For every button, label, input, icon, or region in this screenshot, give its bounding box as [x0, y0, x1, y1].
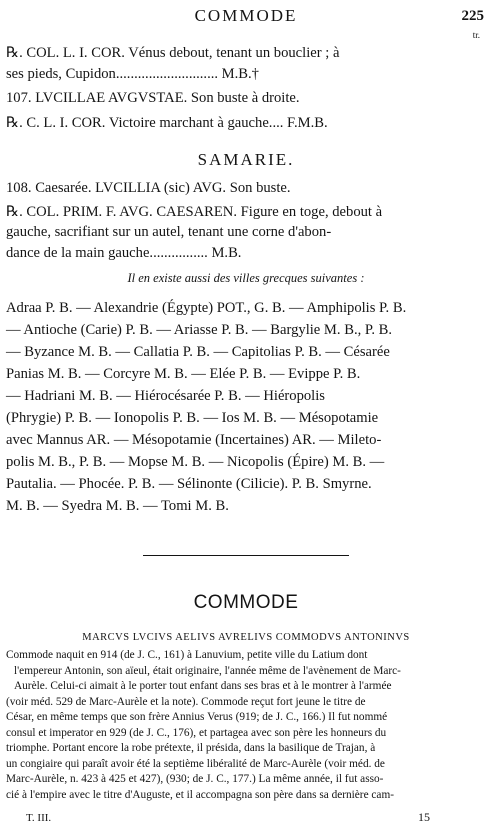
samarie-reverse-line-3: dance de la main gauche................ M.B. — [6, 245, 242, 261]
signature-number: 15 — [418, 810, 430, 824]
samarie-reverse-line-1: ℞. COL. PRIM. F. AVG. CAESAREN. Figure en toge, debout à — [6, 204, 383, 220]
city-line: — Byzance M. B. — Callatia P. B. — Capitolias P. B. — Césarée — [6, 344, 390, 360]
bio-line: (voir méd. 529 de Marc-Aurèle et la note). Commode reçut fort jeune le titre de — [6, 695, 366, 708]
bio-line: triomphe. Portant encore la robe prétexte, il présida, dans la basilique de Trajan, à — [6, 742, 376, 754]
city-line: Pautalia. — Phocée. P. B. — Sélinonte (Cilicie). P. B. Smyrne. — [6, 476, 372, 492]
section-title-samarie: SAMARIE. — [197, 150, 295, 169]
city-line: avec Mannus AR. — Mésopotamie (Incertaines) AR. — Mileto- — [6, 432, 382, 448]
city-line: Panias M. B. — Corcyre M. B. — Elée P. B. — Evippe P. B. — [6, 366, 361, 382]
city-line: — Hadriani M. B. — Hiérocésarée P. B. — Hiéropolis — [6, 388, 325, 404]
bio-line: Marc-Aurèle, n. 423 à 425 et 427), (930; de J. C., 177.) La même année, il fut asso- — [6, 773, 384, 785]
bio-line: Commode naquit en 914 (de J. C., 161) à Lanuvium, petite ville du Latium dont — [6, 649, 368, 661]
page-tr-mark: tr. — [472, 30, 480, 40]
city-line: — Antioche (Carie) P. B. — Ariasse P. B. — Bargylie M. B., P. B. — [6, 322, 393, 338]
city-line: polis M. B., P. B. — Mopse M. B. — Nicopolis (Épire) M. B. — — [6, 454, 385, 470]
chapter-title-commode: COMMODE — [193, 592, 299, 613]
entry-107: 107. LVCILLAE AVGVSTAE. Son buste à droite. — [6, 90, 300, 106]
bio-line: cié à l'empire avec le titre d'Auguste, et il accompagna son père dans sa dernière cam- — [6, 788, 394, 801]
volume-signature: T. III. — [26, 812, 52, 824]
biography-paragraph — [6, 648, 486, 803]
samarie-reverse-line-2: gauche, sacrifiant sur un autel, tenant une corne d'abon- — [6, 224, 332, 240]
city-line: M. B. — Syedra M. B. — Tomi M. B. — [6, 498, 229, 514]
bio-line: un congiaire qui paraît avoir été la septième libéralité de Marc-Aurèle (voir méd. de — [6, 757, 385, 770]
entry-108: 108. Caesarée. LVCILLIA (sic) AVG. Son buste. — [6, 180, 291, 196]
running-title: COMMODE — [194, 6, 298, 25]
reverse-2: ℞. C. L. I. COR. Victoire marchant à gauche.... F.M.B. — [6, 115, 328, 131]
page-number: 225 — [461, 8, 484, 24]
greek-cities-heading: Il en existe aussi des villes grecques suivantes : — [127, 271, 365, 285]
bio-line: César, en même temps que son frère Annius Verus (919; de J. C., 166.) Il fut nommé — [6, 711, 388, 723]
bio-line: l'empereur Antonin, son aïeul, était originaire, l'année même de l'avènement de Marc- — [14, 664, 401, 677]
reverse-1-line-1: ℞. COL. L. I. COR. Vénus debout, tenant un bouclier ; à — [6, 45, 340, 61]
emperor-full-name: MARCVS LVCIVS AELIVS AVRELIVS COMMODVS ANTONINVS — [82, 632, 410, 643]
city-line: (Phrygie) P. B. — Ionopolis P. B. — Ios M. B. — Mésopotamie — [6, 410, 379, 426]
bio-line: consul et imperator en 929 (de J. C., 176), et partagea avec son père les honneurs du — [6, 726, 387, 739]
reverse-1-line-2: ses pieds, Cupidon............................ M.B.† — [6, 66, 259, 82]
section-divider — [143, 555, 349, 556]
city-line: Adraa P. B. — Alexandrie (Égypte) POT., G. B. — Amphipolis P. B. — [6, 300, 407, 316]
bio-line: Aurèle. Celui-ci aimait à le porter tout enfant dans ses bras et à le montrer à l'armée — [14, 680, 392, 692]
